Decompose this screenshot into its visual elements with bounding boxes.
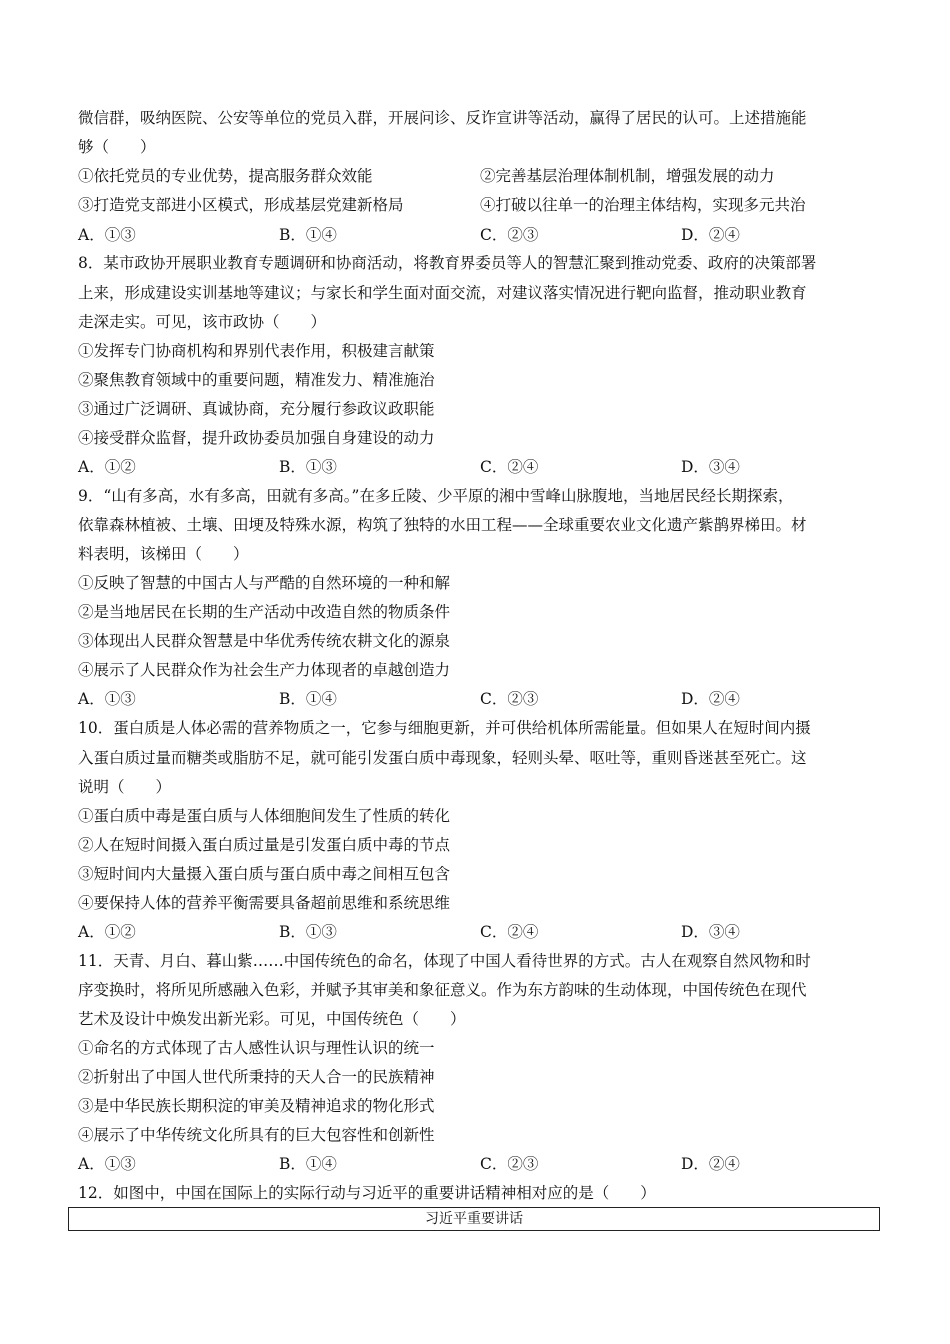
q9-statement-4: ④展示了人民群众作为社会生产力体现者的卓越创造力 [78,661,451,679]
q8-stem-line-2: 上来，形成建设实训基地等建议；与家长和学生面对面交流，对建议落实情况进行靶向监督，推动职业教育 [78,284,807,302]
q8-statement-1: ①发挥专门协商机构和界别代表作用，积极建言献策 [78,342,435,360]
q10-option-d: D．③④ [681,923,740,941]
q12-table-header: 习近平重要讲话 [68,1207,880,1231]
q11-option-d: D．②④ [681,1155,740,1173]
q9-stem-line-2: 依靠森林植被、土壤、田埂及特殊水源，构筑了独特的水田工程——全球重要农业文化遗产紫鹊界梯田。材 [78,516,807,534]
q7-option-b: B．①④ [279,226,337,244]
q7-statement-3: ③打造党支部进小区模式，形成基层党建新格局 [78,196,404,214]
q11-option-b: B．①④ [279,1155,337,1173]
q10-statement-4: ④要保持人体的营养平衡需要具备超前思维和系统思维 [78,894,451,912]
q10-stem-line-3: 说明（ ） [78,778,172,796]
q11-statement-2: ②折射出了中国人世代所秉持的天人合一的民族精神 [78,1068,435,1086]
q11-option-c: C．②③ [480,1155,539,1173]
q9-option-b: B．①④ [279,690,337,708]
q7-option-d: D．②④ [681,226,740,244]
q10-stem-line-1: 10．蛋白质是人体必需的营养物质之一，它参与细胞更新，并可供给机体所需能量。但如果人在短时间内摄 [78,719,811,737]
q10-statement-1: ①蛋白质中毒是蛋白质与人体细胞间发生了性质的转化 [78,807,451,825]
q7-option-c: C．②③ [480,226,539,244]
q7-option-a: A．①③ [78,226,136,244]
q11-option-a: A．①③ [78,1155,136,1173]
q10-option-c: C．②④ [480,923,539,941]
q7-statement-4: ④打破以往单一的治理主体结构，实现多元共治 [480,196,806,214]
q7-statement-2: ②完善基层治理体制机制，增强发展的动力 [480,167,775,185]
q12-stem: 12．如图中，中国在国际上的实际行动与习近平的重要讲话精神相对应的是（ ） [78,1184,656,1202]
q11-stem-line-2: 序变换时，将所见所感融入色彩，并赋予其审美和象征意义。作为东方韵味的生动体现，中国传统色在现代 [78,981,807,999]
q7-statement-1: ①依托党员的专业优势，提高服务群众效能 [78,167,373,185]
q8-statement-3: ③通过广泛调研、真诚协商，充分履行参政议政职能 [78,400,435,418]
q11-statement-3: ③是中华民族长期积淀的审美及精神追求的物化形式 [78,1097,435,1115]
q8-option-b: B．①③ [279,458,337,476]
q9-stem-line-1: 9．“山有多高，水有多高，田就有多高。”在多丘陵、少平原的湘中雪峰山脉腹地，当地居民经长期探索， [78,487,794,505]
q11-stem-line-3: 艺术及设计中焕发出新光彩。可见，中国传统色（ ） [78,1010,466,1028]
q7-stem-line-2: 够（ ） [78,138,156,156]
q9-stem-line-3: 料表明，该梯田（ ） [78,545,249,563]
q7-stem-line-1: 微信群，吸纳医院、公安等单位的党员入群，开展问诊、反诈宣讲等活动，赢得了居民的认可。上述措施能 [78,109,807,127]
q9-statement-3: ③体现出人民群众智慧是中华优秀传统农耕文化的源泉 [78,632,451,650]
q8-statement-4: ④接受群众监督，提升政协委员加强自身建设的动力 [78,429,435,447]
q8-option-a: A．①② [78,458,136,476]
q8-option-d: D．③④ [681,458,740,476]
q11-stem-line-1: 11．天青、月白、暮山紫……中国传统色的命名，体现了中国人看待世界的方式。古人在观察自然风物和时 [78,952,811,970]
q8-stem-line-3: 走深走实。可见，该市政协（ ） [78,313,327,331]
q10-statement-3: ③短时间内大量摄入蛋白质与蛋白质中毒之间相互包含 [78,865,451,883]
q11-statement-4: ④展示了中华传统文化所具有的巨大包容性和创新性 [78,1126,435,1144]
q10-statement-2: ②人在短时间摄入蛋白质过量是引发蛋白质中毒的节点 [78,836,451,854]
q10-stem-line-2: 入蛋白质过量而糖类或脂肪不足，就可能引发蛋白质中毒现象，轻则头晕、呕吐等，重则昏迷甚至死亡。这 [78,749,807,767]
q8-option-c: C．②④ [480,458,539,476]
q8-statement-2: ②聚焦教育领域中的重要问题，精准发力、精准施治 [78,371,435,389]
q9-option-c: C．②③ [480,690,539,708]
q10-option-b: B．①③ [279,923,337,941]
q10-option-a: A．①② [78,923,136,941]
q9-statement-1: ①反映了智慧的中国古人与严酷的自然环境的一种和解 [78,574,451,592]
q8-stem-line-1: 8．某市政协开展职业教育专题调研和协商活动，将教育界委员等人的智慧汇聚到推动党委、政府的决策部署 [78,254,817,272]
q11-statement-1: ①命名的方式体现了古人感性认识与理性认识的统一 [78,1039,435,1057]
q9-option-a: A．①③ [78,690,136,708]
q9-statement-2: ②是当地居民在长期的生产活动中改造自然的物质条件 [78,603,451,621]
q9-option-d: D．②④ [681,690,740,708]
